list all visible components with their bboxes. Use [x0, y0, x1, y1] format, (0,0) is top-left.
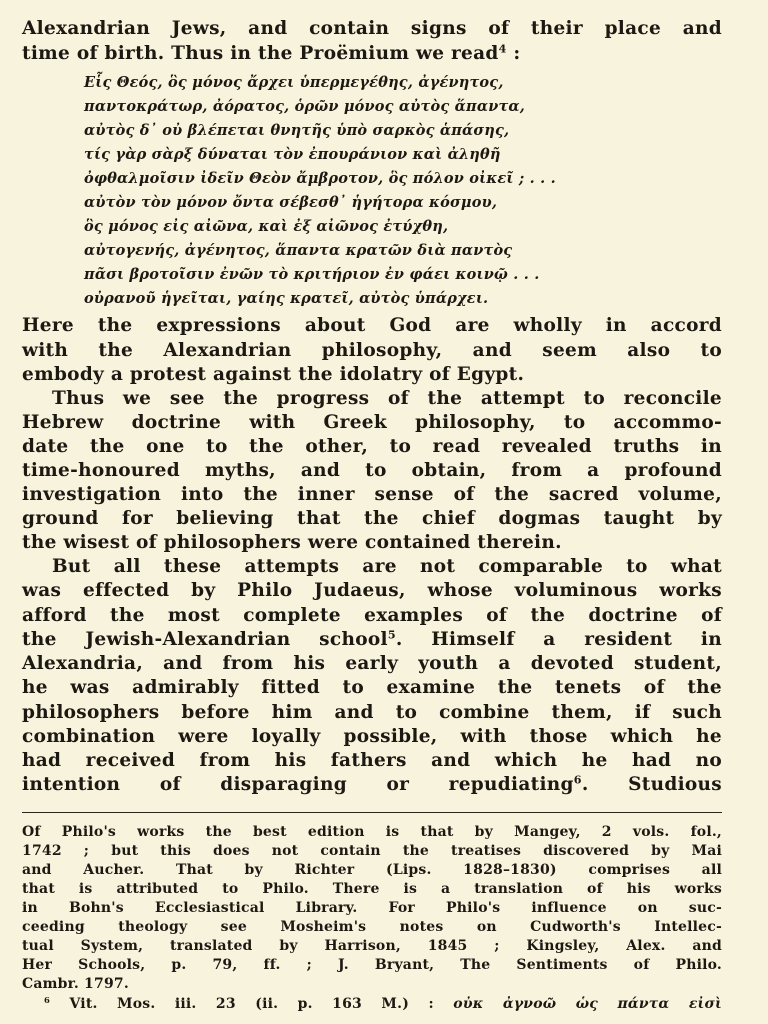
- body-line: [22, 43, 722, 64]
- body-line: Here the expressions about God are wholly in accord: [22, 315, 722, 336]
- footnote-mark-6: 6: [44, 994, 51, 1005]
- body-line: [22, 629, 722, 650]
- body-line-text: :: [506, 43, 521, 64]
- footnote-ref-4: 4: [498, 42, 507, 56]
- footnote-text: Vit. Mos. iii. 23 (ii. p. 163 M.) :: [50, 996, 434, 1012]
- body-line: time-honoured myths, and to obtain, from a profound: [22, 460, 722, 481]
- footnote-divider: [22, 812, 722, 813]
- body-line: Hebrew doctrine with Greek philosophy, to accommo-: [22, 412, 722, 433]
- body-line-text: intention of disparaging or repudiating: [22, 774, 574, 795]
- body-line: Thus we see the progress of the attempt to reconcile: [52, 388, 722, 409]
- footnote-line: tual System, translated by Harrison, 1845 ; Kingsley, Alex. and: [22, 938, 722, 954]
- footnote-line: ceeding theology see Mosheim's notes on Cudworth's Intellec-: [22, 919, 722, 935]
- greek-line: τίς γὰρ σὰρξ δύναται τὸν ἐπουράνιον καὶ ἀληθῆ: [84, 146, 501, 163]
- body-line: ground for believing that the chief dogmas taught by: [22, 508, 722, 529]
- greek-line: αὐτὸν τὸν μόνον ὄντα σέβεσθ᾽ ἡγήτορα κόσμου,: [84, 194, 498, 211]
- body-line: [22, 774, 722, 795]
- body-line: Alexandria, and from his early youth a devoted student,: [22, 653, 722, 674]
- greek-line: ὀφθαλμοῖσιν ἰδεῖν Θεὸν ἄμβροτον, ὃς πόλον οἰκεῖ ; . . .: [84, 170, 556, 187]
- body-line: the wisest of philosophers were contained therein.: [22, 532, 562, 553]
- footnote-line: Cambr. 1797.: [22, 976, 129, 992]
- body-line-text: . Studious: [581, 774, 722, 795]
- body-line-text: time of birth. Thus in the Proëmium we read: [22, 43, 499, 64]
- body-line: Alexandrian Jews, and contain signs of their place and: [22, 18, 722, 39]
- greek-line: ὃς μόνος εἰς αἰῶνα, καὶ ἐξ αἰῶνος ἐτύχθη,: [84, 218, 449, 235]
- footnote-ref-6: 6: [573, 773, 582, 787]
- footnote-line: that is attributed to Philo. There is a translation of his works: [22, 881, 722, 897]
- body-line: philosophers before him and to combine them, if such: [22, 702, 722, 723]
- footnote-line: Her Schools, p. 79, ff. ; J. Bryant, The Sentiments of Philo.: [22, 957, 722, 973]
- body-line: date the one to the other, to read revealed truths in: [22, 436, 722, 457]
- greek-line: οὐρανοῦ ἡγεῖται, γαίης κρατεῖ, αὐτὸς ὑπάρχει.: [84, 290, 489, 307]
- footnote-line: in Bohn's Ecclesiastical Library. For Philo's influence on suc-: [22, 900, 722, 916]
- body-line: investigation into the inner sense of the sacred volume,: [22, 484, 722, 505]
- body-line: combination were loyally possible, with those which he: [22, 726, 722, 747]
- footnote-line: and Aucher. That by Richter (Lips. 1828–1830) comprises all: [22, 862, 722, 878]
- greek-line: αὐτὸς δ᾽ οὐ βλέπεται θνητῆς ὑπὸ σαρκὸς ἁπάσης,: [84, 122, 510, 139]
- body-line: embody a protest against the idolatry of Egypt.: [22, 364, 525, 385]
- body-line: was effected by Philo Judaeus, whose voluminous works: [22, 580, 722, 601]
- greek-line: πᾶσι βροτοῖσιν ἐνῶν τὸ κριτήριον ἐν φάει κοινῷ . . .: [84, 266, 540, 283]
- footnote-line: [44, 996, 722, 1012]
- footnote-line: Of Philo's works the best edition is that by Mangey, 2 vols. fol.,: [22, 824, 722, 840]
- footnote-ref-5: 5: [387, 628, 396, 642]
- body-line: he was admirably fitted to examine the tenets of the: [22, 677, 722, 698]
- body-line: had received from his fathers and which he had no: [22, 750, 722, 771]
- body-line-text: . Himself a resident in: [395, 629, 722, 650]
- footnote-line: 1742 ; but this does not contain the treatises discovered by Mai: [22, 843, 722, 859]
- greek-line: αὐτογενής, ἀγένητος, ἅπαντα κρατῶν διὰ παντὸς: [84, 242, 513, 259]
- body-line: afford the most complete examples of the doctrine of: [22, 605, 722, 626]
- greek-line: Εἷς Θεός, ὃς μόνος ἄρχει ὑπερμεγέθης, ἀγένητος,: [84, 74, 504, 91]
- footnote-greek: οὐκ ἀγνοῶ ὡς πάντα εἰσὶ: [453, 996, 722, 1012]
- body-line: But all these attempts are not comparable to what: [52, 556, 722, 577]
- body-line: with the Alexandrian philosophy, and seem also to: [22, 340, 722, 361]
- greek-line: παντοκράτωρ, ἀόρατος, ὁρῶν μόνος αὐτὸς ἅπαντα,: [84, 98, 526, 115]
- body-line-text: the Jewish-Alexandrian school: [22, 629, 388, 650]
